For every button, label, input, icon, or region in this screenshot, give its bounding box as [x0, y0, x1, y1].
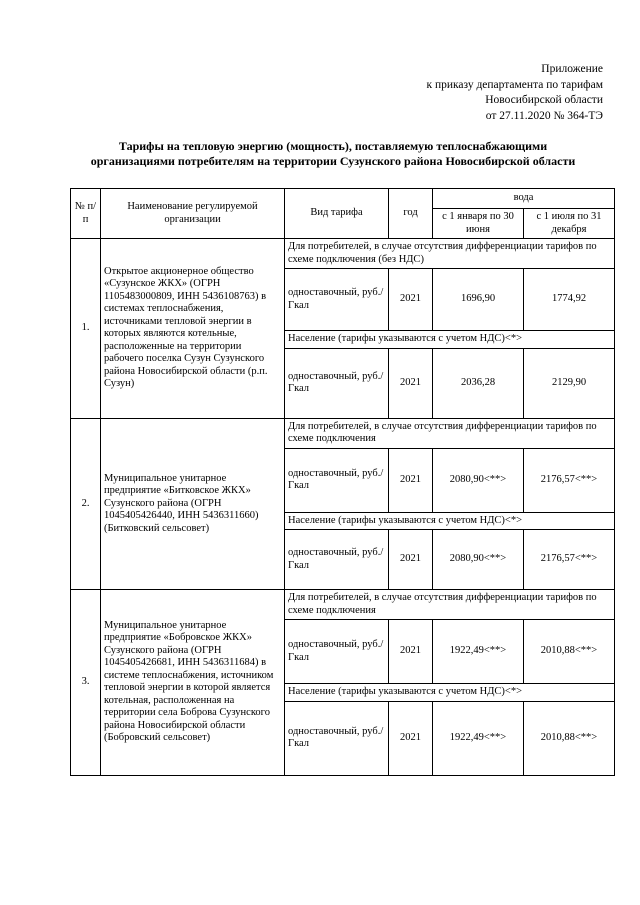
tariff-value-h1: 2080,90<**>: [433, 530, 524, 590]
organization-name: Муниципальное унитарное предприятие «Битковское ЖКХ» Сузунского района (ОГРН 1045405426440, ИНН 5436311660) (Битковский сельсовет): [101, 418, 285, 590]
population-label: Население (тарифы указываются с учетом НДС)<*>: [285, 331, 615, 349]
population-label: Население (тарифы указываются с учетом НДС)<*>: [285, 684, 615, 702]
tariff-kind: одноставочный, руб./Гкал: [285, 269, 389, 331]
header-num: № п/п: [71, 189, 101, 239]
tariff-value-h2: 2176,57<**>: [524, 448, 615, 512]
tariff-kind: одноставочный, руб./Гкал: [285, 530, 389, 590]
population-label: Население (тарифы указываются с учетом НДС)<*>: [285, 512, 615, 530]
appendix-line: Новосибирской области: [485, 94, 603, 106]
organization-name: Открытое акционерное общество «Сузунское ЖКХ» (ОГРН 1105483000809, ИНН 5436108763) в системах теплоснабжения, источниками тепловой энергии в которых являются котельные, расположенные на территории рабочего поселка Сузун Сузунского района Новосибирской области (р.п. Сузун): [101, 239, 285, 419]
title-line: Тарифы на тепловую энергию (мощность), поставляемую теплоснабжающими: [118, 139, 548, 153]
consumers-label: Для потребителей, в случае отсутствия дифференциации тарифов по схеме подключения: [285, 418, 615, 448]
tariff-year: 2021: [389, 530, 433, 590]
row-number: 1.: [71, 239, 101, 419]
consumers-label: Для потребителей, в случае отсутствия дифференциации тарифов по схеме подключения: [285, 590, 615, 620]
tariff-kind: одноставочный, руб./Гкал: [285, 701, 389, 775]
appendix-block: [343, 62, 603, 124]
appendix-line: к приказу департамента по тарифам: [426, 78, 603, 91]
tariff-value-h2: 2176,57<**>: [524, 530, 615, 590]
organization-name: Муниципальное унитарное предприятие «Бобровское ЖКХ» Сузунского района (ОГРН 1045405426681, ИНН 5436311684) в системе теплоснабжения, источником тепловой энергии в которой является котельная, расположенная на территории села Боброва Сузунского района Новосибирской области (Бобровский сельсовет): [101, 590, 285, 776]
table-row: [71, 590, 615, 620]
tariff-kind: одноставочный, руб./Гкал: [285, 348, 389, 418]
header-kind: Вид тарифа: [285, 189, 389, 239]
table-row: [71, 418, 615, 448]
row-number: 2.: [71, 418, 101, 590]
tariff-year: 2021: [389, 448, 433, 512]
tariffs-table: [70, 188, 615, 776]
tariff-year: 2021: [389, 348, 433, 418]
row-number: 3.: [71, 590, 101, 776]
tariff-value-h2: 2010,88<**>: [524, 701, 615, 775]
header-year: год: [389, 189, 433, 239]
tariff-year: 2021: [389, 620, 433, 684]
consumers-label: Для потребителей, в случае отсутствия дифференциации тарифов по схеме подключения (без НДС): [285, 239, 615, 269]
tariff-value-h1: 2080,90<**>: [433, 448, 524, 512]
header-period-1: с 1 января по 30 июня: [433, 209, 524, 239]
tariff-value-h2: 2129,90: [524, 348, 615, 418]
document-title: [40, 139, 626, 169]
tariff-year: 2021: [389, 701, 433, 775]
tariff-kind: одноставочный, руб./Гкал: [285, 448, 389, 512]
tariff-value-h1: 1922,49<**>: [433, 620, 524, 684]
header-org: Наименование регулируемой организации: [101, 189, 285, 239]
tariff-year: 2021: [389, 269, 433, 331]
table-row: [71, 239, 615, 269]
tariff-value-h1: 1922,49<**>: [433, 701, 524, 775]
tariff-kind: одноставочный, руб./Гкал: [285, 620, 389, 684]
tariff-value-h1: 1696,90: [433, 269, 524, 331]
title-line: организациями потребителям на территории Сузунского района Новосибирской области: [90, 154, 576, 168]
header-water: вода: [433, 189, 615, 209]
tariff-value-h2: 1774,92: [524, 269, 615, 331]
appendix-line: от 27.11.2020 № 364-ТЭ: [485, 109, 603, 122]
header-period-2: с 1 июля по 31 декабря: [524, 209, 615, 239]
tariff-value-h1: 2036,28: [433, 348, 524, 418]
tariff-value-h2: 2010,88<**>: [524, 620, 615, 684]
appendix-line: Приложение: [541, 63, 603, 75]
